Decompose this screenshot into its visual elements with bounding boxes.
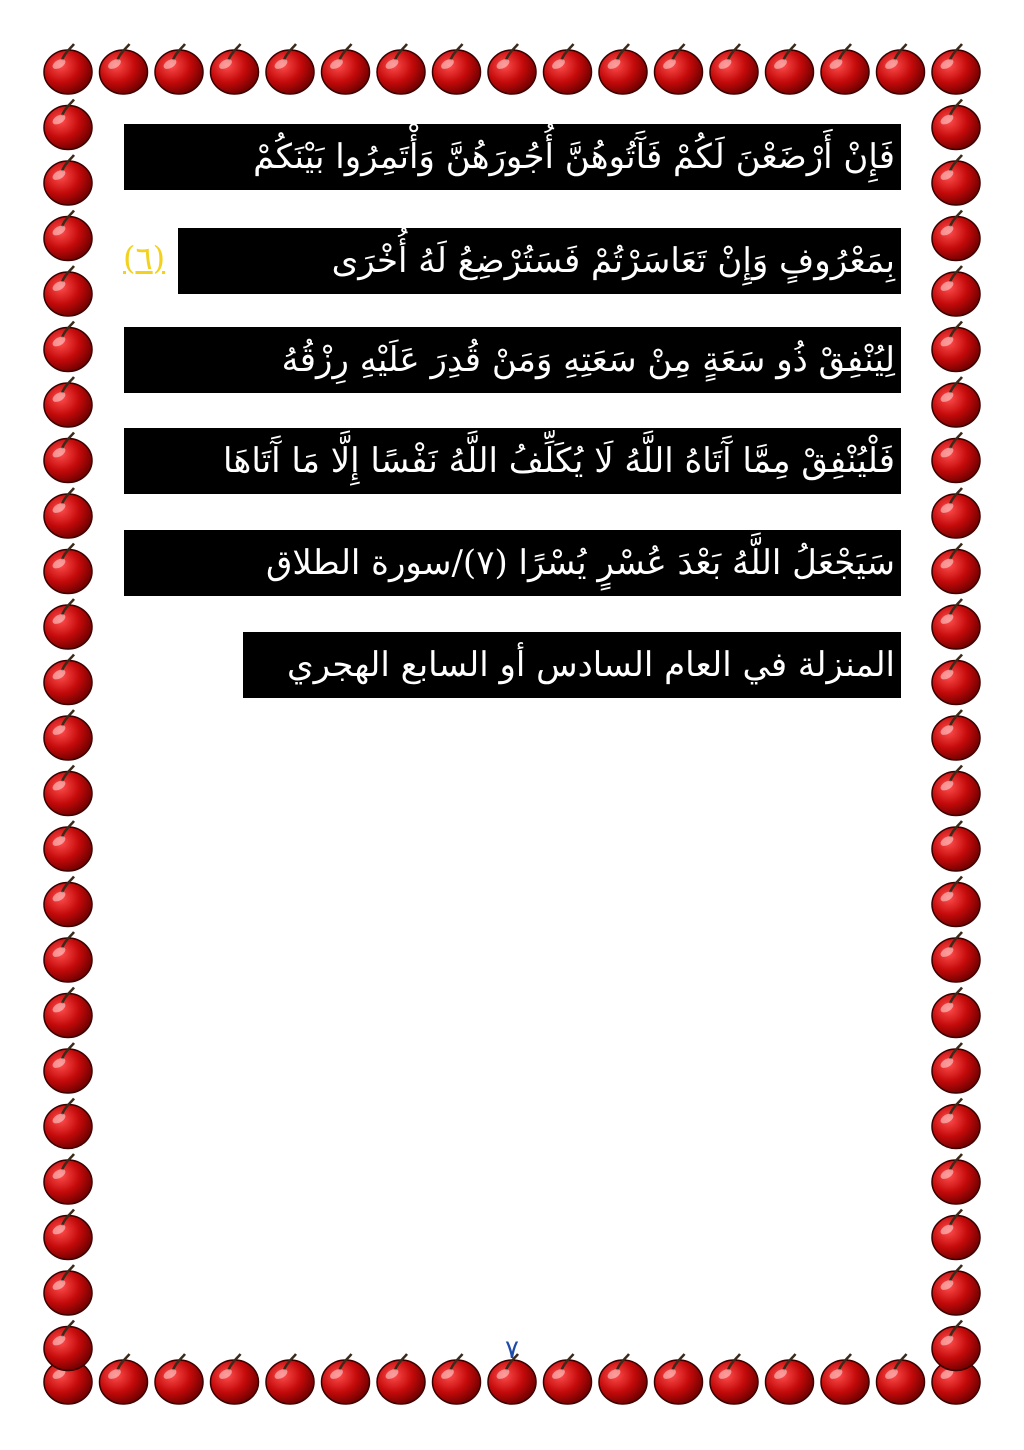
apple-icon — [932, 599, 980, 649]
apple-icon — [766, 1354, 814, 1404]
apple-icon — [100, 1354, 148, 1404]
apple-icon — [544, 1354, 592, 1404]
apple-icon — [44, 1043, 92, 1093]
text-line-5: سَيَجْعَلُ اللَّهُ بَعْدَ عُسْرٍ يُسْرًا (٧)/سورة الطلاق — [124, 530, 901, 596]
apple-icon — [377, 44, 425, 94]
apple-icon — [932, 377, 980, 427]
apple-icon — [932, 44, 980, 94]
apple-icon — [932, 155, 980, 205]
apple-icon — [44, 544, 92, 594]
apple-icon — [322, 44, 370, 94]
apple-icon — [44, 377, 92, 427]
apple-icon — [44, 1099, 92, 1149]
apple-icon — [155, 44, 203, 94]
apple-icon — [44, 266, 92, 316]
apple-icon — [932, 433, 980, 483]
apple-icon — [932, 544, 980, 594]
apple-icon — [44, 599, 92, 649]
apple-icon — [932, 877, 980, 927]
apple-icon — [44, 877, 92, 927]
apple-icon — [932, 655, 980, 705]
apple-icon — [932, 821, 980, 871]
apple-icon — [44, 1154, 92, 1204]
apple-icon — [932, 266, 980, 316]
apple-icon — [710, 44, 758, 94]
apple-icon — [44, 932, 92, 982]
text-line-2: بِمَعْرُوفٍ وَإِنْ تَعَاسَرْتُمْ فَسَتُرْضِعُ لَهُ أُخْرَى — [178, 228, 901, 294]
apple-icon — [932, 1043, 980, 1093]
apple-icon — [932, 1099, 980, 1149]
apple-icon — [599, 1354, 647, 1404]
apple-icon — [266, 1354, 314, 1404]
apple-icon — [821, 1354, 869, 1404]
apple-icon — [932, 1265, 980, 1315]
apple-icon — [44, 100, 92, 150]
apple-icon — [932, 100, 980, 150]
apple-icon — [44, 766, 92, 816]
apple-icon — [266, 44, 314, 94]
apple-icon — [44, 433, 92, 483]
apple-icon — [433, 1354, 481, 1404]
apple-icon — [932, 488, 980, 538]
apple-icon — [932, 1154, 980, 1204]
apple-icon — [821, 44, 869, 94]
apple-icon — [100, 44, 148, 94]
apple-icon — [44, 1265, 92, 1315]
apple-icon — [44, 1321, 92, 1371]
verse-number-marker: (٦) — [123, 239, 166, 277]
apple-icon — [655, 44, 703, 94]
apple-icon — [655, 1354, 703, 1404]
page-number: ٧ — [505, 1335, 519, 1365]
text-line-6: المنزلة في العام السادس أو السابع الهجري — [243, 632, 901, 698]
text-line-4: فَلْيُنْفِقْ مِمَّا آَتَاهُ اللَّهُ لَا يُكَلِّفُ اللَّهُ نَفْسًا إِلَّا مَا آَتَاهَا — [124, 428, 901, 494]
apple-icon — [932, 1321, 980, 1371]
apple-icon — [932, 766, 980, 816]
apple-icon — [544, 44, 592, 94]
apple-icon — [155, 1354, 203, 1404]
apple-icon — [44, 1210, 92, 1260]
apple-icon — [44, 44, 92, 94]
apple-icon — [44, 710, 92, 760]
apple-icon — [932, 988, 980, 1038]
apple-icon — [932, 1210, 980, 1260]
text-line-1: فَإِنْ أَرْضَعْنَ لَكُمْ فَآَتُوهُنَّ أُجُورَهُنَّ وَأْتَمِرُوا بَيْنَكُمْ — [124, 124, 901, 190]
apple-icon — [932, 710, 980, 760]
apple-icon — [44, 488, 92, 538]
apple-icon — [932, 932, 980, 982]
apple-icon — [433, 44, 481, 94]
apple-icon — [44, 655, 92, 705]
apple-icon — [932, 211, 980, 261]
apple-icon — [44, 155, 92, 205]
apple-icon — [710, 1354, 758, 1404]
apple-icon — [322, 1354, 370, 1404]
text-line-3: لِيُنْفِقْ ذُو سَعَةٍ مِنْ سَعَتِهِ وَمَنْ قُدِرَ عَلَيْهِ رِزْقُهُ — [124, 327, 901, 393]
apple-icon — [488, 44, 536, 94]
apple-icon — [599, 44, 647, 94]
apple-icon — [766, 44, 814, 94]
apple-icon — [44, 322, 92, 372]
apple-icon — [877, 44, 925, 94]
apple-icon — [377, 1354, 425, 1404]
apple-icon — [211, 44, 259, 94]
apple-icon — [877, 1354, 925, 1404]
apple-icon — [211, 1354, 259, 1404]
apple-icon — [44, 211, 92, 261]
apple-icon — [932, 322, 980, 372]
apple-icon — [44, 821, 92, 871]
apple-icon — [44, 988, 92, 1038]
